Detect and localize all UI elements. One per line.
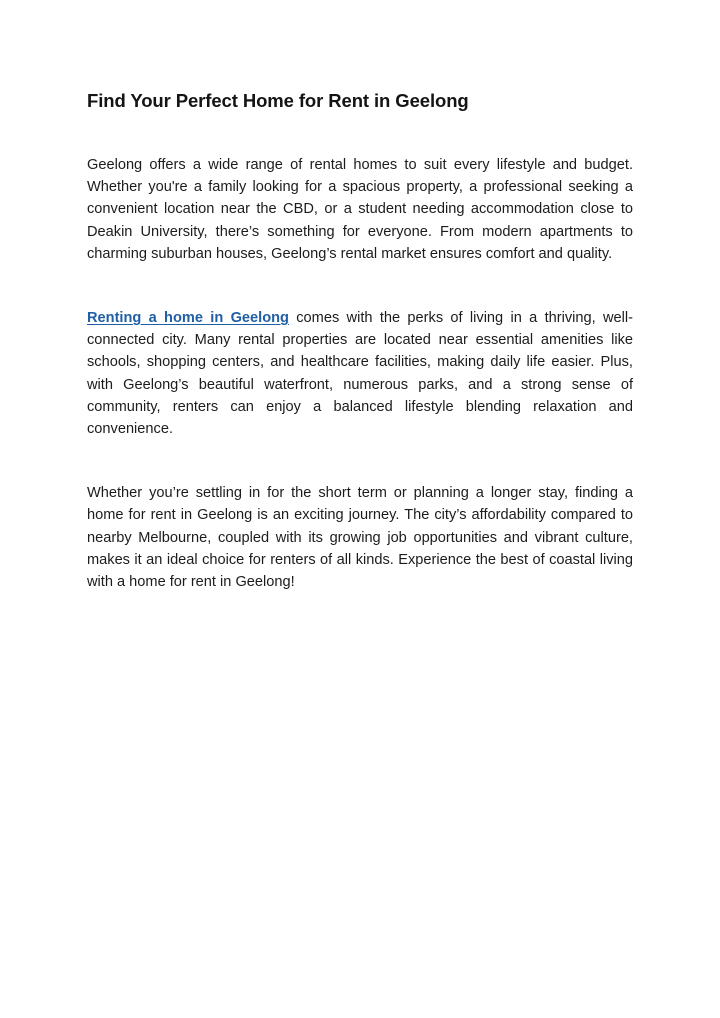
renting-paragraph [87, 307, 633, 440]
intro-paragraph: Geelong offers a wide range of rental homes to suit every lifestyle and budget. Whether you're a family looking for a spacious property, a professional seeking a convenient location near the CBD, or a student needing accommodation close to Deakin University, there’s something for everyone. From modern apartments to charming suburban houses, Geelong’s rental market ensures comfort and quality. [87, 157, 633, 262]
document-page [87, 88, 633, 593]
page-title: Find Your Perfect Home for Rent in Geelong [87, 90, 469, 111]
renting-home-link[interactable]: Renting a home in Geelong [87, 310, 289, 327]
closing-paragraph: Whether you’re settling in for the short term or planning a longer stay, finding a home for rent in Geelong is an exciting journey. The city’s affordability compared to nearby Melbourne, coupled with its growing job opportunities and vibrant culture, makes it an ideal choice for renters of all kinds. Experience the best of coastal living with a home for rent in Geelong! [87, 485, 633, 591]
renting-paragraph-text: comes with the perks of living in a thriving, well-connected city. Many rental properties are located near essential amenities like schools, shopping centers, and healthcare facilities, making daily life easier. Plus, with Geelong’s beautiful waterfront, numerous parks, and a strong sense of community, renters can enjoy a balanced lifestyle blending relaxation and convenience. [87, 310, 633, 438]
